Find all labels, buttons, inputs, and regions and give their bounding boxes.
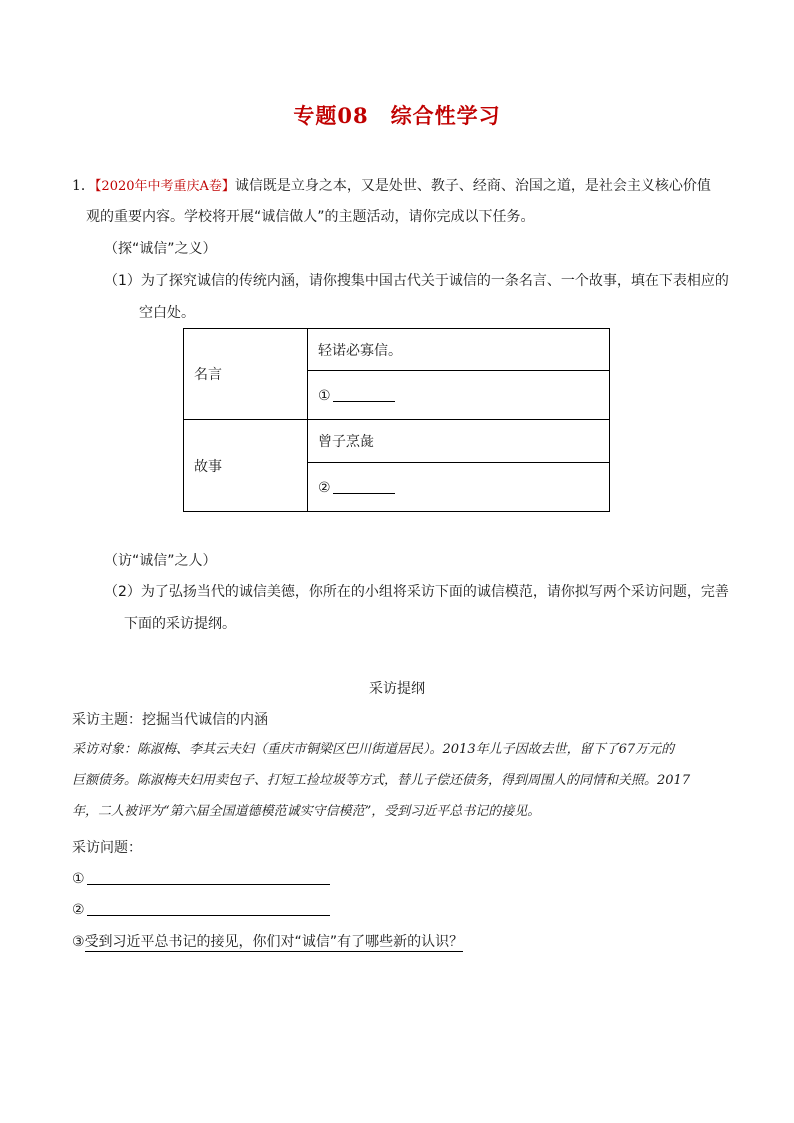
table-cell-quote-given: 轻诺必寡信。: [308, 329, 610, 371]
q1-number: ①: [72, 871, 85, 887]
question-stem-line-2: 观的重要内容。学校将开展“诚信做人”的主题活动，请你完成以下任务。: [86, 209, 535, 225]
section-heading-person: （访“诚信”之人）: [104, 553, 217, 569]
q2-number: ②: [72, 902, 85, 918]
outline-heading: 采访提纲: [369, 681, 425, 697]
interview-question-1[interactable]: [72, 869, 330, 889]
questions-label: 采访问题：: [72, 840, 142, 856]
part-2-line-2: 下面的采访提纲。: [124, 616, 236, 632]
stem-text-1: 诚信既是立身之本，又是处世、教子、经商、治国之道，是社会主义核心价值: [234, 178, 711, 194]
interview-question-3: [72, 932, 463, 952]
outline-object-line-2: 巨额债务。陈淑梅夫妇用卖包子、打短工捡垃圾等方式，替儿子偿还债务，得到周围人的同情和关照。2017: [72, 773, 691, 788]
table-label-quote: 名言: [184, 329, 308, 420]
part-1-line-1: （1）为了探究诚信的传统内涵，请你搜集中国古代关于诚信的一条名言、一个故事，填在下表相应的: [104, 273, 729, 289]
q3-number: ③: [72, 934, 85, 950]
question-stem-line-1: [72, 176, 711, 197]
outline-object-line-3: 年，二人被评为“第六届全国道德模范诚实守信模范”，受到习近平总书记的接见。: [72, 804, 541, 819]
question-source: 【2020年中考重庆A卷】: [94, 179, 235, 194]
q3-text: 受到习近平总书记的接见，你们对“诚信”有了哪些新的认识？: [84, 934, 464, 950]
question-number: 1．: [72, 178, 95, 194]
part-1-line-2: 空白处。: [139, 305, 195, 321]
outline-object-line-1: 采访对象：陈淑梅、李其云夫妇（重庆市铜梁区巴川街道居民）。2013年儿子因故去世，留下了67万元的: [72, 742, 675, 757]
part-2-line-1: （2）为了弘扬当代的诚信美德，你所在的小组将采访下面的诚信模范，请你拟写两个采访问题，完善: [104, 584, 729, 600]
interview-question-2[interactable]: [72, 900, 330, 920]
table-cell-quote-blank[interactable]: ①: [308, 371, 610, 420]
interview-answer-blank-2[interactable]: [87, 901, 330, 916]
table-label-story: 故事: [184, 420, 308, 512]
answer-table: [183, 328, 610, 512]
answer-blank-1[interactable]: [333, 387, 395, 402]
page-title: 专题08 综合性学习: [293, 103, 501, 128]
interview-answer-blank-1[interactable]: [87, 870, 330, 885]
outline-theme: 采访主题：挖掘当代诚信的内涵: [72, 712, 268, 728]
table-cell-story-given: 曾子烹彘: [308, 420, 610, 463]
answer-blank-2[interactable]: [333, 479, 395, 494]
table-cell-story-blank[interactable]: ②: [308, 463, 610, 512]
section-heading-meaning: （探“诚信”之义）: [104, 241, 217, 257]
